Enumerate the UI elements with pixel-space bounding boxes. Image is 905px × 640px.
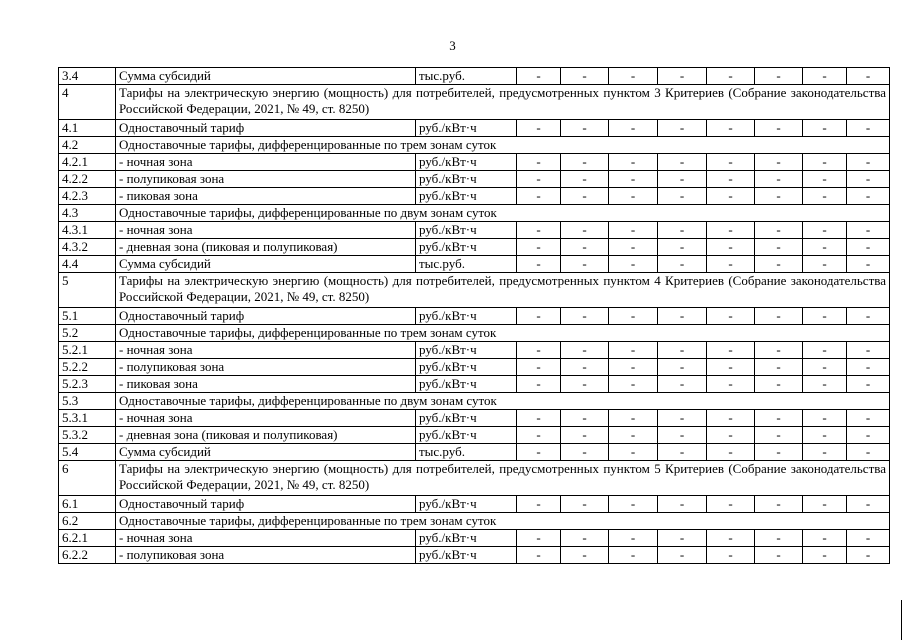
- row-description: - полупиковая зона: [116, 547, 416, 564]
- section-row: [59, 393, 890, 410]
- value-cell: -: [517, 154, 561, 171]
- value-cell: -: [755, 120, 803, 137]
- value-cell: -: [609, 239, 658, 256]
- value-cell: -: [707, 256, 755, 273]
- row-description: - полупиковая зона: [116, 359, 416, 376]
- row-description: Тарифы на электрическую энергию (мощность) для потребителей, предусмотренных пунктом 4 Критериев (Собрание законодательства Российской Федерации, 2021, № 49, ст. 8250): [116, 273, 890, 308]
- value-cell: -: [847, 444, 890, 461]
- value-cell: -: [707, 427, 755, 444]
- value-cell: -: [517, 222, 561, 239]
- value-cell: -: [707, 171, 755, 188]
- table-row: [59, 308, 890, 325]
- value-cell: -: [847, 120, 890, 137]
- table-row: [59, 530, 890, 547]
- row-unit: руб./кВт·ч: [416, 308, 517, 325]
- row-number: 4.2: [59, 137, 116, 154]
- table-row: [59, 444, 890, 461]
- row-number: 5.2.2: [59, 359, 116, 376]
- value-cell: -: [561, 427, 609, 444]
- value-cell: -: [658, 68, 707, 85]
- value-cell: -: [707, 530, 755, 547]
- value-cell: -: [658, 308, 707, 325]
- row-number: 5.3.1: [59, 410, 116, 427]
- row-description: - ночная зона: [116, 530, 416, 547]
- value-cell: -: [517, 410, 561, 427]
- value-cell: -: [517, 376, 561, 393]
- row-description: - ночная зона: [116, 410, 416, 427]
- row-unit: тыс.руб.: [416, 256, 517, 273]
- row-description: Сумма субсидий: [116, 444, 416, 461]
- row-unit: руб./кВт·ч: [416, 547, 517, 564]
- value-cell: -: [561, 410, 609, 427]
- row-number: 4.2.3: [59, 188, 116, 205]
- value-cell: -: [561, 444, 609, 461]
- row-description: - ночная зона: [116, 342, 416, 359]
- value-cell: -: [609, 188, 658, 205]
- section-row: [59, 85, 890, 120]
- row-unit: руб./кВт·ч: [416, 171, 517, 188]
- row-description: - пиковая зона: [116, 188, 416, 205]
- value-cell: -: [803, 120, 847, 137]
- value-cell: -: [658, 359, 707, 376]
- table-row: [59, 188, 890, 205]
- value-cell: -: [609, 171, 658, 188]
- value-cell: -: [658, 154, 707, 171]
- row-description: - ночная зона: [116, 222, 416, 239]
- value-cell: -: [803, 308, 847, 325]
- table-row: [59, 427, 890, 444]
- value-cell: -: [707, 547, 755, 564]
- table-row: [59, 239, 890, 256]
- row-number: 6.1: [59, 496, 116, 513]
- row-description: Тарифы на электрическую энергию (мощность) для потребителей, предусмотренных пунктом 5 Критериев (Собрание законодательства Российской Федерации, 2021, № 49, ст. 8250): [116, 461, 890, 496]
- row-unit: руб./кВт·ч: [416, 239, 517, 256]
- row-unit: руб./кВт·ч: [416, 376, 517, 393]
- value-cell: -: [847, 410, 890, 427]
- row-number: 4.2.2: [59, 171, 116, 188]
- row-description: Сумма субсидий: [116, 68, 416, 85]
- value-cell: -: [847, 256, 890, 273]
- value-cell: -: [707, 342, 755, 359]
- value-cell: -: [847, 359, 890, 376]
- section-row: [59, 325, 890, 342]
- row-unit: руб./кВт·ч: [416, 359, 517, 376]
- value-cell: -: [609, 427, 658, 444]
- table-row: [59, 256, 890, 273]
- row-number: 4.1: [59, 120, 116, 137]
- value-cell: -: [561, 496, 609, 513]
- value-cell: -: [803, 359, 847, 376]
- row-number: 4.3.1: [59, 222, 116, 239]
- value-cell: -: [609, 308, 658, 325]
- value-cell: -: [847, 547, 890, 564]
- section-row: [59, 461, 890, 496]
- table-row: [59, 376, 890, 393]
- value-cell: -: [658, 444, 707, 461]
- value-cell: -: [561, 154, 609, 171]
- value-cell: -: [561, 530, 609, 547]
- value-cell: -: [561, 359, 609, 376]
- row-number: 4.4: [59, 256, 116, 273]
- value-cell: -: [561, 547, 609, 564]
- table-row: [59, 342, 890, 359]
- table-row: [59, 222, 890, 239]
- value-cell: -: [561, 68, 609, 85]
- value-cell: -: [847, 496, 890, 513]
- value-cell: -: [609, 496, 658, 513]
- value-cell: -: [755, 154, 803, 171]
- value-cell: -: [609, 410, 658, 427]
- value-cell: -: [707, 222, 755, 239]
- value-cell: -: [755, 376, 803, 393]
- table-row: [59, 359, 890, 376]
- row-number: 6.2.2: [59, 547, 116, 564]
- row-unit: руб./кВт·ч: [416, 188, 517, 205]
- value-cell: -: [707, 239, 755, 256]
- value-cell: -: [609, 376, 658, 393]
- value-cell: -: [707, 308, 755, 325]
- value-cell: -: [517, 68, 561, 85]
- row-unit: руб./кВт·ч: [416, 410, 517, 427]
- value-cell: -: [517, 342, 561, 359]
- value-cell: -: [561, 171, 609, 188]
- value-cell: -: [755, 444, 803, 461]
- value-cell: -: [658, 256, 707, 273]
- value-cell: -: [658, 171, 707, 188]
- value-cell: -: [561, 188, 609, 205]
- row-unit: руб./кВт·ч: [416, 120, 517, 137]
- row-description: Одноставочный тариф: [116, 308, 416, 325]
- value-cell: -: [847, 239, 890, 256]
- value-cell: -: [755, 222, 803, 239]
- value-cell: -: [658, 188, 707, 205]
- value-cell: -: [755, 410, 803, 427]
- value-cell: -: [755, 342, 803, 359]
- value-cell: -: [803, 444, 847, 461]
- table-row: [59, 547, 890, 564]
- value-cell: -: [658, 342, 707, 359]
- value-cell: -: [755, 171, 803, 188]
- value-cell: -: [847, 530, 890, 547]
- value-cell: -: [803, 342, 847, 359]
- row-description: Одноставочный тариф: [116, 120, 416, 137]
- value-cell: -: [707, 410, 755, 427]
- value-cell: -: [847, 376, 890, 393]
- value-cell: -: [803, 530, 847, 547]
- value-cell: -: [847, 154, 890, 171]
- row-description: Одноставочные тарифы, дифференцированные по трем зонам суток: [116, 137, 890, 154]
- row-unit: руб./кВт·ч: [416, 342, 517, 359]
- value-cell: -: [707, 444, 755, 461]
- value-cell: -: [609, 154, 658, 171]
- value-cell: -: [803, 171, 847, 188]
- value-cell: -: [609, 222, 658, 239]
- value-cell: -: [658, 120, 707, 137]
- table-row: [59, 68, 890, 85]
- row-number: 5.1: [59, 308, 116, 325]
- value-cell: -: [755, 256, 803, 273]
- value-cell: -: [658, 410, 707, 427]
- row-unit: руб./кВт·ч: [416, 154, 517, 171]
- value-cell: -: [517, 547, 561, 564]
- value-cell: -: [847, 222, 890, 239]
- table-row: [59, 496, 890, 513]
- value-cell: -: [658, 222, 707, 239]
- value-cell: -: [517, 359, 561, 376]
- value-cell: -: [755, 530, 803, 547]
- value-cell: -: [517, 308, 561, 325]
- value-cell: -: [609, 120, 658, 137]
- value-cell: -: [707, 359, 755, 376]
- value-cell: -: [803, 68, 847, 85]
- value-cell: -: [658, 496, 707, 513]
- value-cell: -: [517, 120, 561, 137]
- row-description: - ночная зона: [116, 154, 416, 171]
- row-description: - полупиковая зона: [116, 171, 416, 188]
- row-number: 5: [59, 273, 116, 308]
- value-cell: -: [755, 547, 803, 564]
- row-unit: тыс.руб.: [416, 444, 517, 461]
- value-cell: -: [707, 188, 755, 205]
- value-cell: -: [609, 444, 658, 461]
- value-cell: -: [803, 496, 847, 513]
- value-cell: -: [658, 376, 707, 393]
- value-cell: -: [609, 256, 658, 273]
- value-cell: -: [847, 171, 890, 188]
- row-number: 6.2.1: [59, 530, 116, 547]
- row-number: 4.3.2: [59, 239, 116, 256]
- value-cell: -: [517, 188, 561, 205]
- row-number: 5.2.3: [59, 376, 116, 393]
- value-cell: -: [803, 376, 847, 393]
- tariff-table: [58, 67, 890, 564]
- value-cell: -: [517, 444, 561, 461]
- value-cell: -: [517, 496, 561, 513]
- row-number: 4: [59, 85, 116, 120]
- row-number: 6.2: [59, 513, 116, 530]
- section-row: [59, 513, 890, 530]
- value-cell: -: [561, 308, 609, 325]
- row-number: 6: [59, 461, 116, 496]
- row-unit: тыс.руб.: [416, 68, 517, 85]
- value-cell: -: [755, 68, 803, 85]
- value-cell: -: [803, 256, 847, 273]
- row-description: Одноставочные тарифы, дифференцированные по трем зонам суток: [116, 513, 890, 530]
- value-cell: -: [803, 188, 847, 205]
- value-cell: -: [517, 427, 561, 444]
- value-cell: -: [609, 359, 658, 376]
- row-unit: руб./кВт·ч: [416, 222, 517, 239]
- row-description: Тарифы на электрическую энергию (мощность) для потребителей, предусмотренных пунктом 3 Критериев (Собрание законодательства Российской Федерации, 2021, № 49, ст. 8250): [116, 85, 890, 120]
- value-cell: -: [803, 239, 847, 256]
- value-cell: -: [707, 376, 755, 393]
- value-cell: -: [561, 222, 609, 239]
- value-cell: -: [707, 154, 755, 171]
- section-row: [59, 273, 890, 308]
- page-number: 3: [449, 38, 456, 53]
- table-row: [59, 410, 890, 427]
- value-cell: -: [755, 496, 803, 513]
- value-cell: -: [561, 256, 609, 273]
- value-cell: -: [707, 68, 755, 85]
- row-description: Одноставочные тарифы, дифференцированные по двум зонам суток: [116, 205, 890, 222]
- section-row: [59, 137, 890, 154]
- value-cell: -: [847, 68, 890, 85]
- value-cell: -: [609, 530, 658, 547]
- value-cell: -: [658, 427, 707, 444]
- row-description: Одноставочные тарифы, дифференцированные по трем зонам суток: [116, 325, 890, 342]
- value-cell: -: [517, 256, 561, 273]
- value-cell: -: [561, 342, 609, 359]
- value-cell: -: [609, 547, 658, 564]
- row-description: Одноставочный тариф: [116, 496, 416, 513]
- value-cell: -: [707, 120, 755, 137]
- value-cell: -: [755, 359, 803, 376]
- row-description: - дневная зона (пиковая и полупиковая): [116, 427, 416, 444]
- value-cell: -: [658, 547, 707, 564]
- row-description: - дневная зона (пиковая и полупиковая): [116, 239, 416, 256]
- row-number: 4.2.1: [59, 154, 116, 171]
- value-cell: -: [561, 376, 609, 393]
- table-row: [59, 120, 890, 137]
- value-cell: -: [561, 239, 609, 256]
- value-cell: -: [658, 530, 707, 547]
- value-cell: -: [847, 308, 890, 325]
- value-cell: -: [517, 530, 561, 547]
- value-cell: -: [755, 188, 803, 205]
- row-unit: руб./кВт·ч: [416, 427, 517, 444]
- row-number: 5.3: [59, 393, 116, 410]
- row-number: 3.4: [59, 68, 116, 85]
- row-number: 5.3.2: [59, 427, 116, 444]
- value-cell: -: [707, 496, 755, 513]
- row-description: Сумма субсидий: [116, 256, 416, 273]
- value-cell: -: [517, 171, 561, 188]
- value-cell: -: [847, 342, 890, 359]
- row-number: 4.3: [59, 205, 116, 222]
- page-edge-line: [901, 600, 902, 640]
- row-number: 5.4: [59, 444, 116, 461]
- value-cell: -: [803, 222, 847, 239]
- section-row: [59, 205, 890, 222]
- value-cell: -: [847, 427, 890, 444]
- row-number: 5.2: [59, 325, 116, 342]
- row-description: - пиковая зона: [116, 376, 416, 393]
- value-cell: -: [609, 68, 658, 85]
- value-cell: -: [755, 427, 803, 444]
- value-cell: -: [803, 410, 847, 427]
- row-unit: руб./кВт·ч: [416, 530, 517, 547]
- row-number: 5.2.1: [59, 342, 116, 359]
- row-description: Одноставочные тарифы, дифференцированные по двум зонам суток: [116, 393, 890, 410]
- value-cell: -: [803, 154, 847, 171]
- value-cell: -: [803, 547, 847, 564]
- value-cell: -: [755, 308, 803, 325]
- value-cell: -: [847, 188, 890, 205]
- value-cell: -: [561, 120, 609, 137]
- value-cell: -: [755, 239, 803, 256]
- value-cell: -: [658, 239, 707, 256]
- table-row: [59, 154, 890, 171]
- value-cell: -: [609, 342, 658, 359]
- row-unit: руб./кВт·ч: [416, 496, 517, 513]
- table-row: [59, 171, 890, 188]
- value-cell: -: [803, 427, 847, 444]
- value-cell: -: [517, 239, 561, 256]
